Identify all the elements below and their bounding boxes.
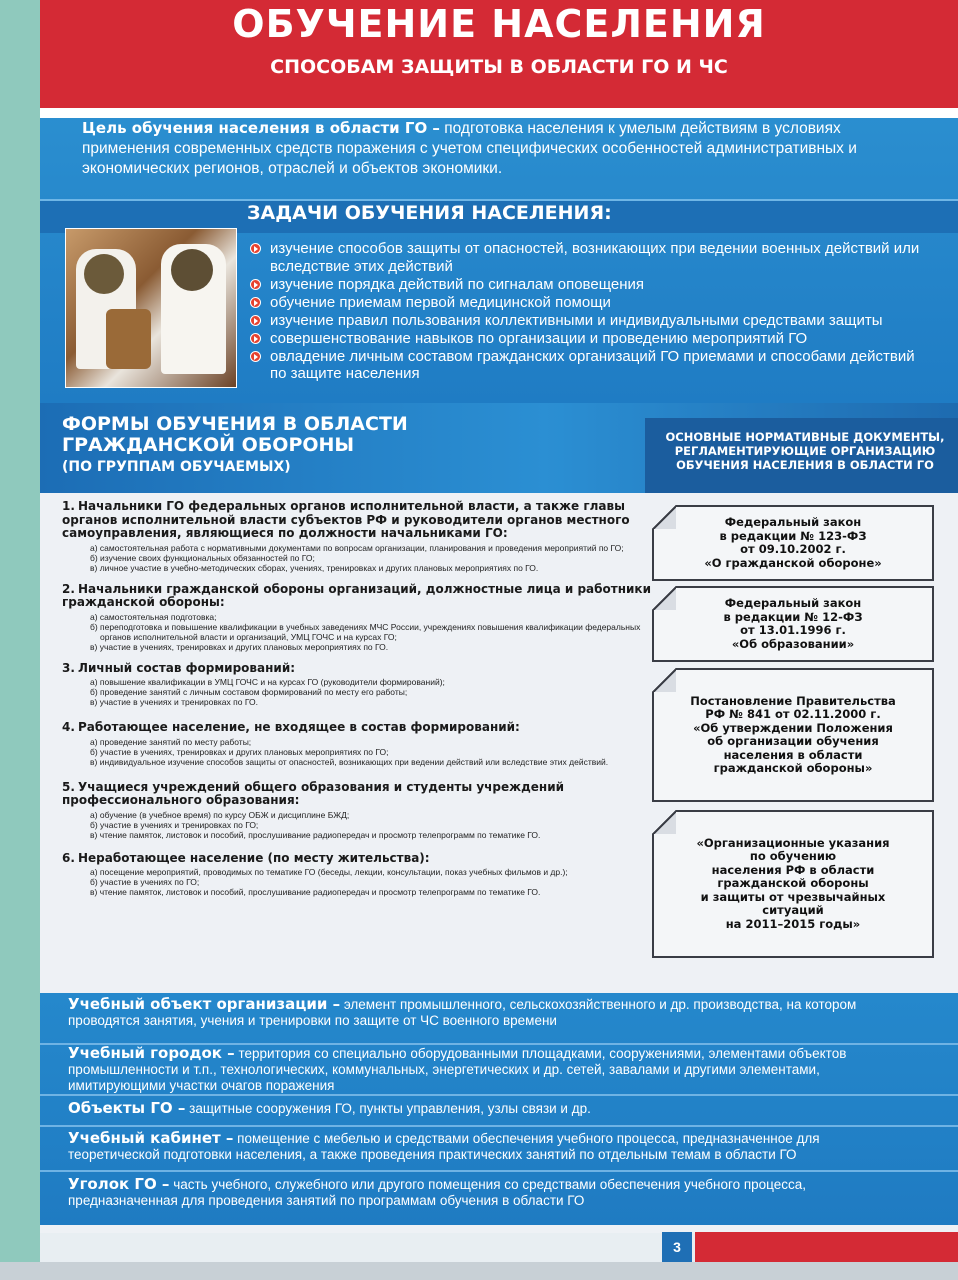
white-divider (40, 108, 958, 118)
task-item (250, 312, 930, 330)
task-text: овладение личным составом гражданских организаций ГО приемами и способами действий по защите населения (270, 347, 915, 382)
task-item (250, 240, 930, 275)
arrow-bullet-icon (250, 243, 261, 254)
group-title (62, 583, 652, 610)
definition-text: территория со специально оборудованными площадками, сооружениями, элементами объектов промышленности и т.п., технологических, коммунальных, энергетических и др. сетей, завалами и другими элементами, имитирующими участки очагов поражения (68, 1046, 847, 1093)
gas-mask-icon (84, 254, 124, 294)
training-group (62, 781, 652, 840)
forms-title-line2: ГРАЖДАНСКОЙ ОБОРОНЫ (62, 434, 355, 456)
poster-title: ОБУЧЕНИЕ НАСЕЛЕНИЯ (232, 2, 766, 46)
definition-term: Объекты ГО – (68, 1099, 186, 1117)
group-item: б) изучение своих функциональных обязанностей по ГО; (90, 552, 315, 563)
footer-red-bar (695, 1232, 958, 1262)
group-item: в) индивидуальное изучение способов защиты от опасностей, возникающих при ведении действий или вследствие этих действий. (90, 756, 609, 767)
group-title-text: Начальники гражданской обороны организаций, должностные лица и работники гражданской обороны: (62, 581, 651, 609)
group-item: а) самостоятельная работа с нормативными документами по вопросам организации, планирования и проведения мероприятий по ГО; (90, 542, 624, 553)
group-item: б) переподготовка и повышение квалификации в учебных заведениях МЧС России, учреждениях повышения квалификации федеральных органов исполнительной власти и организаций, УМЦ ГОЧС и на курсах ГО; (90, 621, 641, 642)
docs-header: ОСНОВНЫЕ НОРМАТИВНЫЕ ДОКУМЕНТЫ, РЕГЛАМЕНТИРУЮЩИЕ ОРГАНИЗАЦИЮ ОБУЧЕНИЯ НАСЕЛЕНИЯ В ОБЛАСТИ ГО (665, 430, 945, 472)
definition-term: Учебный объект организации – (68, 995, 341, 1013)
page-corner-icon (652, 668, 676, 692)
task-text: совершенствование навыков по организации и проведению мероприятий ГО (270, 329, 808, 347)
arrow-bullet-icon (250, 279, 261, 290)
task-item (250, 348, 930, 383)
group-item: а) обучение (в учебное время) по курсу ОБЖ и дисциплине БЖД; (90, 809, 350, 820)
group-title-text: Неработающее население (по месту жительства): (78, 850, 430, 865)
task-text: изучение способов защиты от опасностей, возникающих при ведении военных действий или вследствие этих действий (270, 240, 920, 275)
forms-subtitle: (ПО ГРУППАМ ОБУЧАЕМЫХ) (62, 459, 291, 475)
doc-text: Федеральный закон в редакции № 12-ФЗ от 13.01.1996 г. «Об образовании» (723, 596, 863, 651)
task-text: обучение приемам первой медицинской помощи (270, 293, 611, 311)
definition (68, 1176, 888, 1209)
definition (68, 996, 888, 1029)
header-banner (40, 0, 958, 108)
page-number: 3 (662, 1232, 692, 1262)
training-photo (65, 228, 237, 388)
gas-mask-icon (171, 249, 213, 291)
task-item (250, 294, 930, 312)
training-group (62, 500, 652, 573)
definition (68, 1130, 888, 1163)
group-item: а) повышение квалификации в УМЦ ГОЧС и на курсах ГО (руководители формирований); (90, 677, 445, 687)
group-item: в) участие в учениях и тренировках по ГО. (90, 697, 258, 707)
group-title-text: Личный состав формирований: (78, 660, 296, 675)
doc-text: Федеральный закон в редакции № 123-ФЗ от 09.10.2002 г. «О гражданской обороне» (704, 515, 882, 570)
definition (68, 1100, 888, 1117)
arrow-bullet-icon (250, 315, 261, 326)
tasks-list (250, 240, 930, 383)
group-title (62, 781, 652, 808)
poster-subtitle: СПОСОБАМ ЗАЩИТЫ В ОБЛАСТИ ГО И ЧС (270, 56, 728, 78)
group-item: б) участие в учениях, тренировках и других плановых мероприятиях по ГО; (90, 746, 389, 757)
task-item (250, 276, 930, 294)
group-item: б) участие в учениях и тренировках по ГО; (90, 819, 259, 830)
groups-list (62, 500, 652, 897)
group-title-text: Учащиеся учреждений общего образования и студенты учреждений профессионального образования: (62, 779, 565, 807)
forms-title (62, 414, 408, 456)
definition-term: Учебный городок – (68, 1044, 235, 1062)
group-item: в) чтение памяток, листовок и пособий, прослушивание радиопередач и просмотр телепрограмм по тематике ГО. (90, 887, 541, 897)
definition-term: Учебный кабинет – (68, 1129, 234, 1147)
definition-text: помещение с мебелью и средствами обеспечения учебного процесса, предназначенное для теоретической подготовки населения, а также проведения практических занятий по отдельным темам в области ГО (68, 1131, 820, 1162)
definition-term: Уголок ГО – (68, 1175, 170, 1193)
training-group (62, 852, 652, 898)
definition-text: элемент промышленного, сельскохозяйственного и др. производства, на котором проводятся занятия, учения и тренировки по защите от ЧС военного времени (68, 997, 857, 1028)
group-number: 5. (62, 779, 75, 794)
group-title-text: Работающее население, не входящее в состав формирований: (78, 720, 520, 734)
doc-box (652, 505, 934, 581)
wall-strip (0, 1262, 958, 1280)
definition-text: часть учебного, служебного или другого помещения со средствами обеспечения учебного процесса, предназначенная для проведения занятий по программам обучения в области ГО (68, 1177, 807, 1208)
definition-text: защитные сооружения ГО, пункты управления, узлы связи и др. (185, 1101, 591, 1116)
tasks-title: ЗАДАЧИ ОБУЧЕНИЯ НАСЕЛЕНИЯ: (247, 202, 612, 224)
task-item (250, 330, 930, 348)
task-text: изучение правил пользования коллективными и индивидуальными средствами защиты (270, 311, 883, 329)
group-title (62, 662, 652, 676)
training-group (62, 583, 652, 652)
group-title (62, 500, 652, 541)
group-item: б) участие в учениях по ГО; (90, 877, 200, 887)
goal-text: подготовка населения к умелым действиям в условиях применения современных средств поражения с учетом специфических особенностей административных и экономических регионов, отраслей и объектов экономики. (82, 120, 857, 177)
page-corner-icon (652, 810, 676, 834)
doc-text: Постановление Правительства РФ № 841 от 02.11.2000 г. «Об утверждении Положения об организации обучения населения в области гражданской обороны» (690, 693, 896, 775)
task-text: изучение порядка действий по сигналам оповещения (270, 275, 645, 293)
group-number: 6. (62, 850, 75, 865)
page-corner-icon (652, 586, 676, 610)
training-group (62, 662, 652, 708)
group-title (62, 852, 652, 866)
training-group (62, 721, 652, 767)
arrow-bullet-icon (250, 297, 261, 308)
group-number: 3. (62, 660, 75, 675)
group-item: а) проведение занятий по месту работы; (90, 736, 252, 747)
goal-lead: Цель обучения населения в области ГО – (82, 119, 440, 137)
group-item: а) посещение мероприятий, проводимых по тематике ГО (беседы, лекции, консультации, показ учебных фильмов и др.); (90, 867, 568, 877)
group-title-text: Начальники ГО федеральных органов исполнительной власти, а также главы органов исполнительной власти субъектов РФ и руководители органов местного самоуправления, являющиеся по должности начальниками ГО: (62, 499, 630, 540)
poster (40, 0, 958, 1280)
group-item: а) самостоятельная подготовка; (90, 611, 217, 622)
definition (68, 1045, 888, 1094)
arrow-bullet-icon (250, 351, 261, 362)
arrow-bullet-icon (250, 333, 261, 344)
group-item: в) чтение памяток, листовок и пособий, прослушивание радиопередач и просмотр телепрограмм по тематике ГО. (90, 829, 541, 840)
doc-text: «Организационные указания по обучению населения РФ в области гражданской обороны и защиты от чрезвычайных ситуаций на 2011–2015 годы» (696, 835, 890, 931)
group-number: 4. (62, 720, 75, 734)
doc-box (652, 668, 934, 802)
group-number: 1. (62, 499, 75, 513)
page-corner-icon (652, 505, 676, 529)
group-item: б) проведение занятий с личным составом формирований по месту его работы; (90, 687, 408, 697)
group-item: в) участие в учениях, тренировках и других плановых мероприятиях по ГО. (90, 641, 389, 652)
group-item: в) личное участие в учебно-методических сборах, учениях, тренировках и других плановых мероприятиях по ГО. (90, 562, 539, 573)
doc-box (652, 810, 934, 958)
goal-paragraph (82, 118, 912, 179)
forms-title-line1: ФОРМЫ ОБУЧЕНИЯ В ОБЛАСТИ (62, 413, 408, 435)
group-number: 2. (62, 581, 75, 596)
group-title (62, 721, 652, 735)
doc-box (652, 586, 934, 662)
